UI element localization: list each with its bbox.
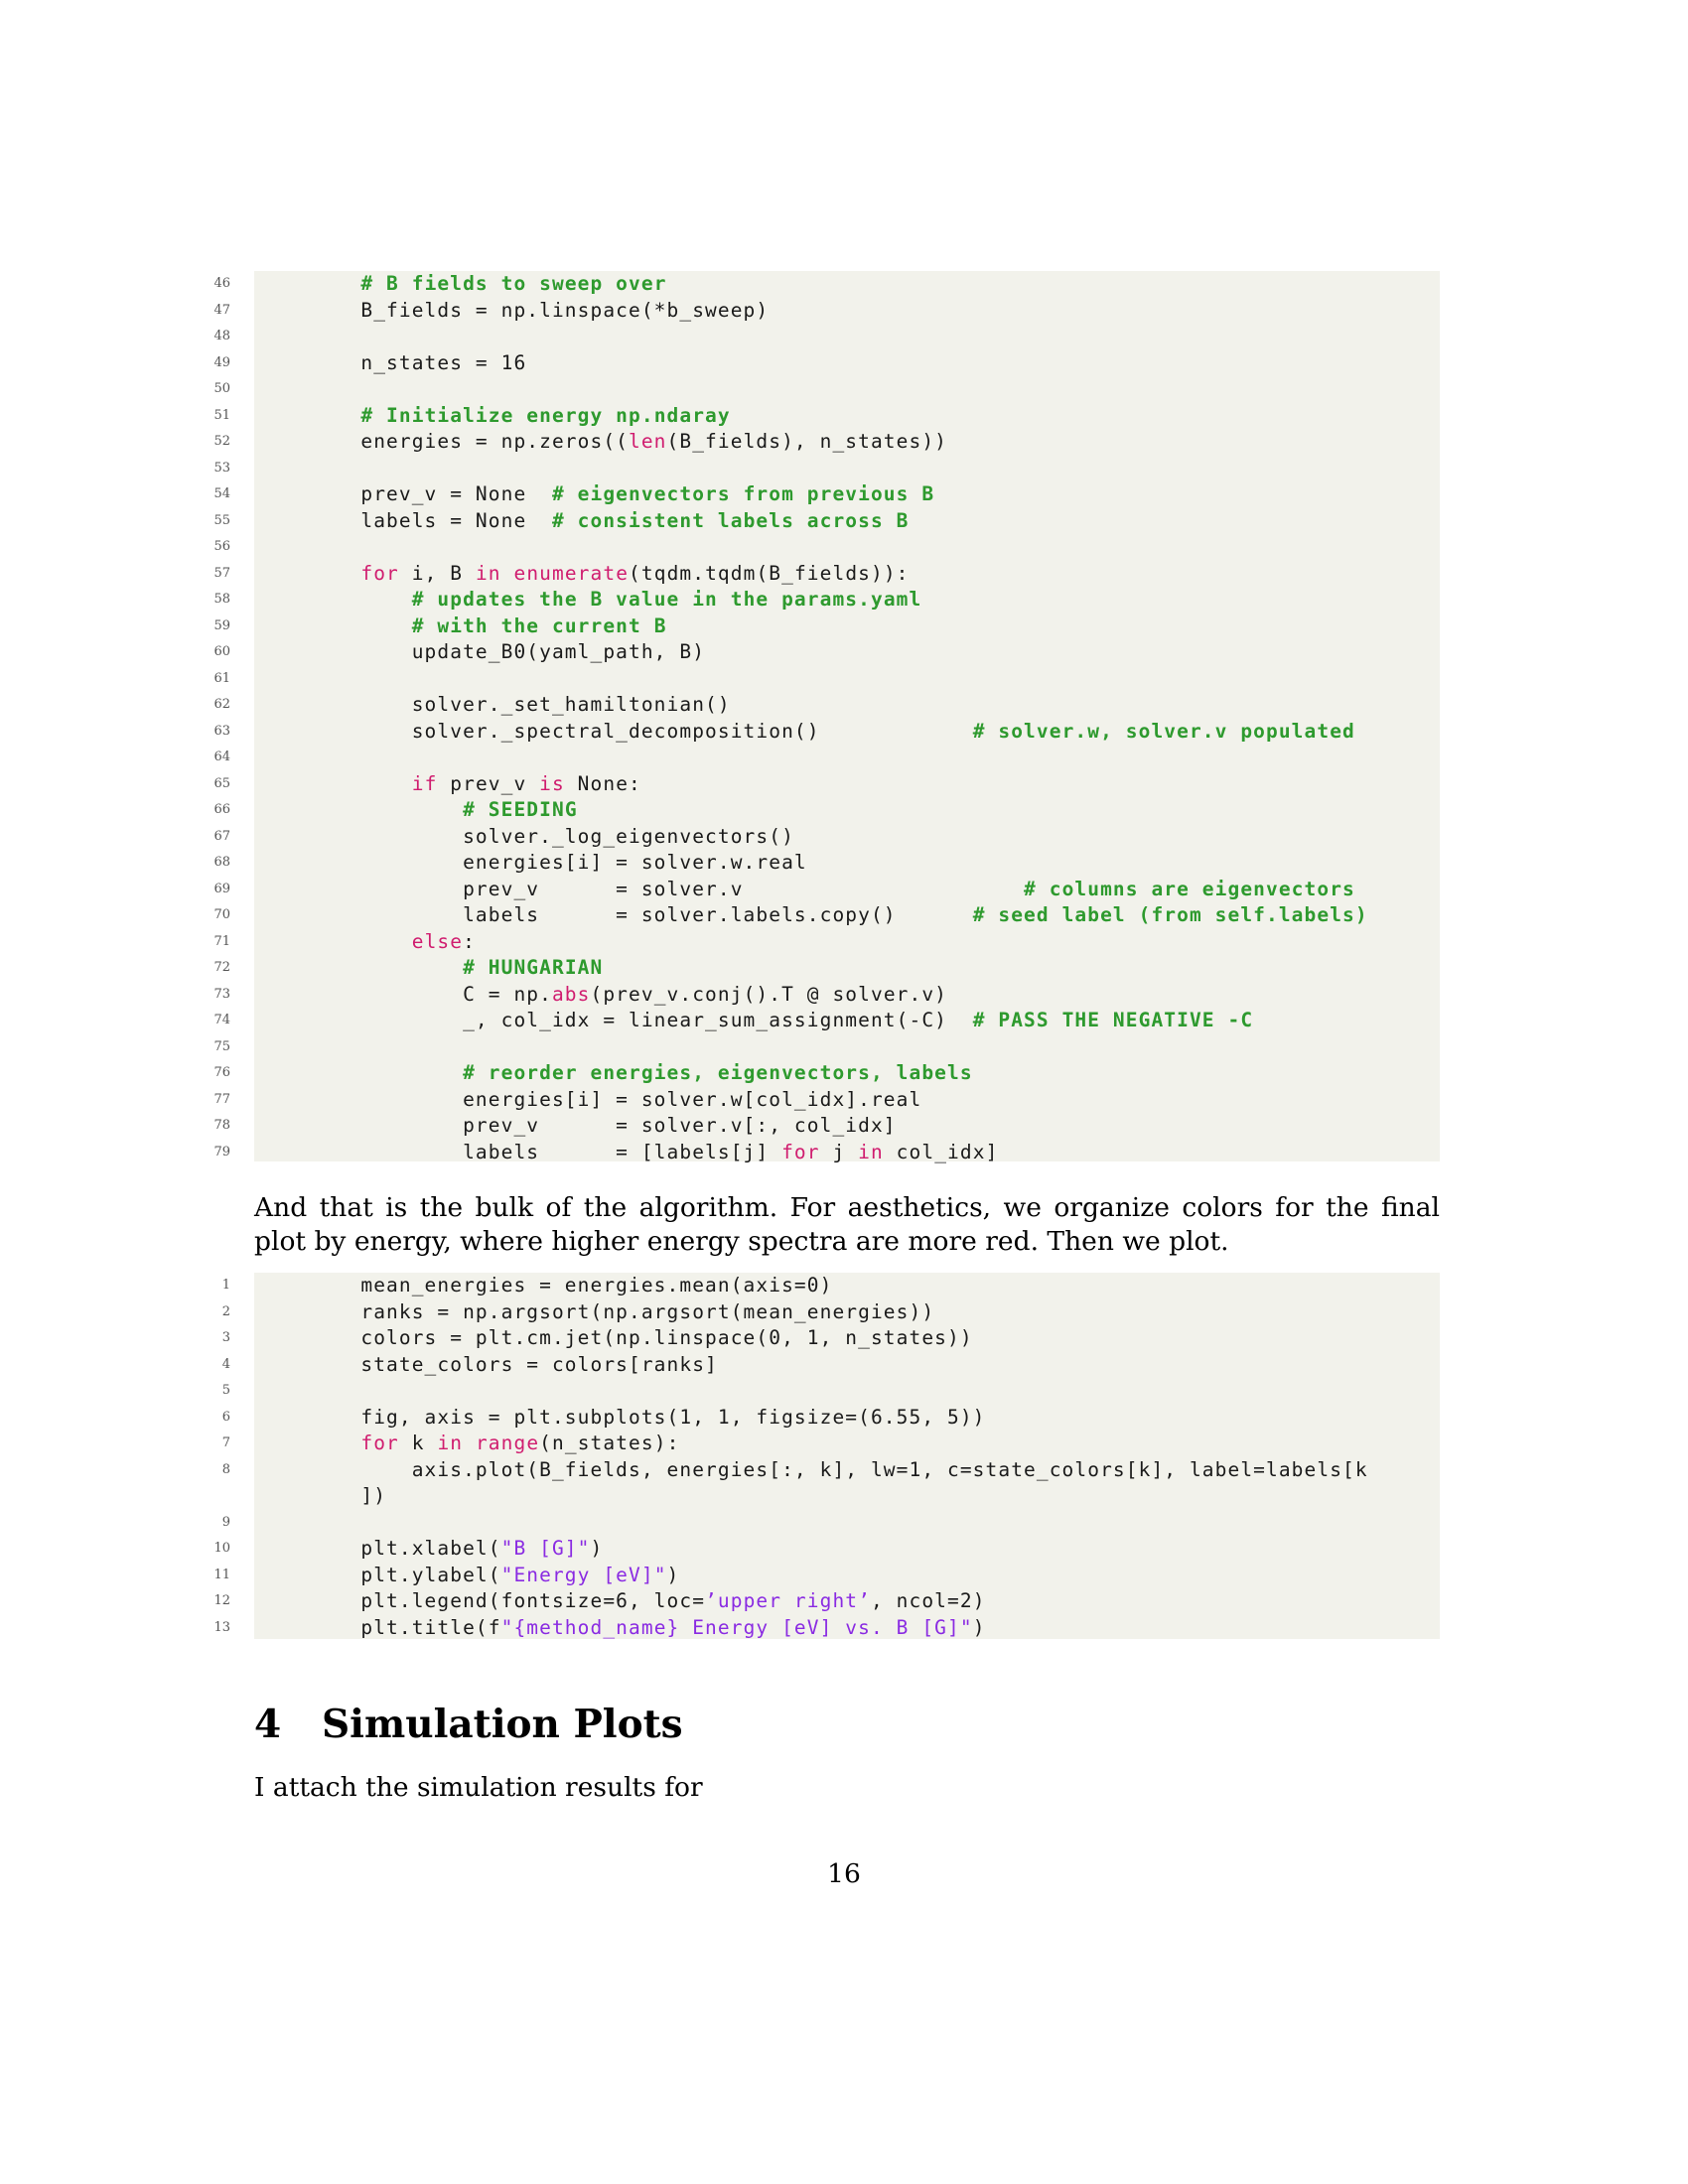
code-line	[213, 1034, 1440, 1061]
code-keyword: range	[475, 1432, 540, 1454]
code-line	[213, 481, 1440, 508]
code-line	[221, 1457, 1440, 1484]
line-number: 57	[213, 565, 230, 581]
line-number: 49	[213, 354, 230, 370]
line-number: 67	[213, 828, 230, 844]
code-token	[310, 272, 360, 295]
code-text	[310, 1273, 832, 1299]
code-line	[213, 1140, 1440, 1166]
code-token	[310, 798, 463, 821]
code-token: prev_v = solver.v[:, col_idx]	[310, 1114, 897, 1137]
code-line	[213, 902, 1440, 929]
code-comment: # consistent labels across B	[551, 508, 910, 532]
code-token: col_idx]	[883, 1140, 999, 1163]
line-number: 10	[213, 1541, 230, 1556]
code-line	[254, 1483, 1440, 1510]
line-number: 9	[221, 1514, 230, 1530]
code-line	[213, 771, 1440, 798]
code-keyword: enumerate	[513, 561, 630, 585]
code-line	[213, 797, 1440, 824]
line-number: 79	[213, 1144, 230, 1160]
code-token	[310, 588, 412, 611]
code-token: ranks = np.argsort(np.argsort(mean_energies))	[310, 1299, 935, 1323]
code-string: "Energy [eV]"	[500, 1563, 667, 1586]
code-line	[213, 982, 1440, 1009]
code-token: n_states = 16	[310, 350, 527, 374]
code-text	[310, 771, 641, 798]
line-number: 69	[213, 881, 230, 896]
body-paragraph-simulation: I attach the simulation results for	[254, 1772, 703, 1803]
code-text	[310, 1536, 603, 1563]
code-token: labels = solver.labels.copy()	[310, 903, 973, 926]
code-text	[310, 298, 769, 325]
code-text	[310, 719, 1355, 746]
code-line	[213, 1060, 1440, 1087]
code-text	[310, 850, 807, 877]
code-line	[221, 1405, 1440, 1432]
code-comment: # columns are eigenvectors	[1024, 877, 1355, 900]
code-token: None:	[564, 771, 641, 795]
code-line	[213, 929, 1440, 956]
code-text	[310, 824, 794, 851]
line-number: 60	[213, 644, 230, 659]
code-keyword: for	[781, 1140, 820, 1163]
line-number: 11	[213, 1567, 230, 1582]
code-keyword: in	[475, 561, 501, 585]
code-line	[221, 1431, 1440, 1457]
code-token: (n_states):	[539, 1432, 680, 1454]
line-number: 8	[221, 1461, 230, 1477]
code-text	[310, 902, 1368, 929]
code-line	[213, 1536, 1440, 1563]
code-text	[310, 1060, 973, 1087]
code-token: energies[i] = solver.w.real	[310, 851, 807, 874]
line-number: 64	[213, 750, 230, 764]
code-line	[213, 534, 1440, 561]
line-number: 62	[213, 697, 230, 712]
code-line	[213, 298, 1440, 325]
code-comment: # SEEDING	[463, 798, 578, 821]
code-text	[310, 1113, 897, 1140]
line-number: 65	[213, 775, 230, 791]
line-number: 68	[213, 855, 230, 870]
code-token: labels = None	[310, 508, 552, 532]
code-line	[213, 1113, 1440, 1140]
code-line	[213, 587, 1440, 614]
line-number: 5	[221, 1383, 230, 1398]
code-line	[213, 1563, 1440, 1589]
line-number: 63	[213, 723, 230, 739]
line-number: 61	[213, 670, 230, 686]
code-token: energies[i] = solver.w[col_idx].real	[310, 1087, 922, 1111]
code-token: energies = np.zeros((	[310, 430, 629, 453]
code-text	[310, 1352, 718, 1379]
code-text	[310, 1299, 934, 1326]
code-text	[310, 481, 934, 508]
code-text	[310, 692, 731, 719]
code-comment: # Initialize energy np.ndaray	[360, 403, 731, 427]
code-token	[463, 1432, 476, 1454]
code-token: (B_fields), n_states))	[666, 430, 948, 453]
code-token: prev_v = solver.v	[310, 877, 1025, 900]
section-number: 4	[254, 1702, 282, 1747]
code-keyword: is	[539, 771, 565, 795]
code-line	[213, 561, 1440, 588]
line-number: 56	[213, 539, 230, 554]
line-number: 2	[221, 1303, 230, 1319]
code-token: )	[666, 1563, 680, 1586]
code-line	[213, 508, 1440, 535]
code-line	[213, 719, 1440, 746]
code-string: ’upper right’	[705, 1589, 871, 1612]
code-token	[310, 404, 360, 427]
code-comment: # eigenvectors from previous B	[551, 482, 935, 505]
code-text	[310, 1140, 998, 1166]
code-line	[213, 824, 1440, 851]
code-token	[501, 562, 514, 585]
code-token: axis.plot(B_fields, energies[:, k], lw=1, c=state_colors[k], label=labels[k	[310, 1457, 1368, 1481]
code-token: i, B	[398, 561, 476, 585]
code-comment: # updates the B value in the params.yaml	[411, 588, 922, 611]
line-number: 59	[213, 617, 230, 633]
code-string: "B [G]"	[500, 1537, 591, 1560]
code-keyword: in	[858, 1140, 884, 1163]
code-line	[213, 614, 1440, 640]
code-line	[213, 1615, 1440, 1642]
code-keyword: for	[360, 1432, 399, 1454]
line-number: 72	[213, 960, 230, 975]
code-token	[310, 956, 463, 979]
line-number: 7	[221, 1435, 230, 1450]
code-keyword: len	[629, 430, 667, 453]
code-token: ])	[310, 1484, 387, 1507]
code-text	[310, 1431, 679, 1457]
code-token: solver._set_hamiltonian()	[310, 693, 731, 716]
code-token: update_B0(yaml_path, B)	[310, 640, 706, 663]
code-text	[310, 1405, 986, 1432]
line-number: 77	[213, 1091, 230, 1107]
code-token: mean_energies = energies.mean(axis=0)	[310, 1274, 833, 1297]
code-text	[310, 929, 476, 956]
code-line	[213, 271, 1440, 298]
code-listing-plotting	[213, 1273, 1440, 1639]
code-line	[213, 745, 1440, 771]
section-title: Simulation Plots	[322, 1702, 683, 1747]
code-line	[213, 350, 1440, 377]
code-token: j	[819, 1140, 859, 1163]
line-number: 78	[213, 1118, 230, 1133]
code-token: (tqdm.tqdm(B_fields)):	[629, 561, 910, 585]
code-keyword: for	[360, 561, 399, 585]
code-keyword: else	[411, 929, 464, 953]
line-number: 74	[213, 1013, 230, 1027]
code-text	[310, 1483, 386, 1510]
code-token: k	[398, 1432, 438, 1454]
line-number: 51	[213, 407, 230, 423]
code-keyword: if	[411, 771, 438, 795]
line-number: 70	[213, 907, 230, 922]
code-token	[310, 614, 412, 637]
code-text	[310, 429, 947, 456]
code-token	[310, 1432, 360, 1454]
body-paragraph-plot-intro: And that is the bulk of the algorithm. For aesthetics, we organize colors for the final plot by energy, where higher energy spectra are more red. Then we plot.	[254, 1192, 1440, 1257]
code-line	[213, 376, 1440, 403]
code-token: )	[972, 1615, 986, 1639]
code-token: labels = [labels[j]	[310, 1140, 782, 1163]
code-line	[213, 324, 1440, 350]
code-token: plt.title(f	[310, 1615, 501, 1639]
line-number: 13	[213, 1619, 230, 1635]
code-text	[310, 1615, 986, 1642]
code-token: plt.xlabel(	[310, 1537, 501, 1560]
code-text	[310, 1588, 986, 1615]
code-token: _, col_idx = linear_sum_assignment(-C)	[310, 1009, 973, 1031]
line-number: 55	[213, 512, 230, 528]
code-token: )	[590, 1537, 604, 1560]
line-number: 73	[213, 986, 230, 1002]
line-number: 48	[213, 329, 230, 343]
page-number: 16	[827, 1858, 861, 1889]
code-token: :	[463, 929, 476, 953]
code-comment: # PASS THE NEGATIVE -C	[972, 1009, 1254, 1031]
code-token	[310, 562, 360, 585]
code-line	[213, 1588, 1440, 1615]
code-text	[310, 614, 667, 640]
code-text	[310, 1087, 921, 1114]
code-token	[310, 1061, 463, 1084]
line-number: 46	[213, 276, 230, 291]
code-keyword: in	[437, 1432, 464, 1454]
code-line	[213, 1008, 1440, 1034]
code-text	[310, 1325, 973, 1352]
code-text	[310, 639, 705, 666]
code-line	[221, 1352, 1440, 1379]
line-number: 52	[213, 434, 230, 449]
code-text	[310, 587, 921, 614]
code-comment: # reorder energies, eigenvectors, labels	[463, 1061, 973, 1084]
line-number: 12	[213, 1593, 230, 1608]
code-comment: # seed label (from self.labels)	[972, 903, 1368, 926]
code-token: B_fields = np.linspace(*b_sweep)	[310, 298, 770, 322]
code-text	[310, 403, 731, 430]
code-token: (prev_v.conj().T @ solver.v)	[590, 982, 948, 1006]
line-number: 1	[221, 1278, 230, 1293]
code-line	[221, 1510, 1440, 1537]
code-line	[221, 1325, 1440, 1352]
line-number: 54	[213, 486, 230, 501]
code-line	[213, 850, 1440, 877]
line-number: 58	[213, 592, 230, 607]
code-line	[221, 1273, 1440, 1299]
code-text	[310, 1457, 1368, 1484]
code-text	[310, 797, 578, 824]
code-text	[310, 982, 947, 1009]
code-line	[213, 429, 1440, 456]
code-line	[213, 692, 1440, 719]
code-text	[310, 271, 667, 298]
code-line	[213, 456, 1440, 482]
line-number: 6	[221, 1409, 230, 1425]
code-keyword: abs	[551, 982, 591, 1006]
code-comment: # solver.w, solver.v populated	[972, 719, 1355, 743]
code-token	[310, 930, 412, 953]
code-token: prev_v	[437, 771, 540, 795]
code-line	[213, 403, 1440, 430]
code-line	[213, 666, 1440, 693]
code-text	[310, 1563, 679, 1589]
code-line	[213, 1087, 1440, 1114]
code-token: state_colors = colors[ranks]	[310, 1352, 718, 1376]
line-number: 66	[213, 802, 230, 817]
line-number: 3	[221, 1330, 230, 1345]
line-number: 50	[213, 381, 230, 396]
line-number: 76	[213, 1065, 230, 1080]
code-token: fig, axis = plt.subplots(1, 1, figsize=(6.55, 5))	[310, 1405, 986, 1429]
code-token: plt.legend(fontsize=6, loc=	[310, 1589, 706, 1612]
code-text	[310, 350, 526, 377]
code-token: plt.ylabel(	[310, 1563, 501, 1586]
code-text	[310, 561, 910, 588]
line-number: 47	[213, 302, 230, 318]
line-number: 75	[213, 1038, 230, 1054]
code-text	[310, 508, 910, 535]
line-number: 71	[213, 933, 230, 949]
line-number: 4	[221, 1356, 230, 1372]
code-line	[213, 639, 1440, 666]
code-line	[221, 1299, 1440, 1326]
code-token: prev_v = None	[310, 482, 552, 505]
code-line	[213, 955, 1440, 982]
code-token: , ncol=2)	[870, 1589, 986, 1612]
code-text	[310, 1008, 1253, 1034]
code-token: C = np.	[310, 982, 552, 1006]
code-comment: # HUNGARIAN	[463, 956, 604, 979]
code-token: solver._spectral_decomposition()	[310, 719, 973, 743]
code-text	[310, 955, 603, 982]
code-listing-algorithm	[213, 271, 1440, 1163]
line-number: 53	[213, 460, 230, 476]
code-line	[213, 877, 1440, 903]
code-token	[310, 772, 412, 795]
code-token: colors = plt.cm.jet(np.linspace(0, 1, n_states))	[310, 1326, 973, 1349]
code-string: "{method_name} Energy [eV] vs. B [G]"	[500, 1615, 973, 1639]
code-line	[221, 1378, 1440, 1405]
code-comment: # with the current B	[411, 614, 667, 637]
code-text	[310, 877, 1355, 903]
code-comment: # B fields to sweep over	[360, 272, 667, 295]
section-heading	[254, 1700, 683, 1749]
code-token: solver._log_eigenvectors()	[310, 824, 794, 848]
